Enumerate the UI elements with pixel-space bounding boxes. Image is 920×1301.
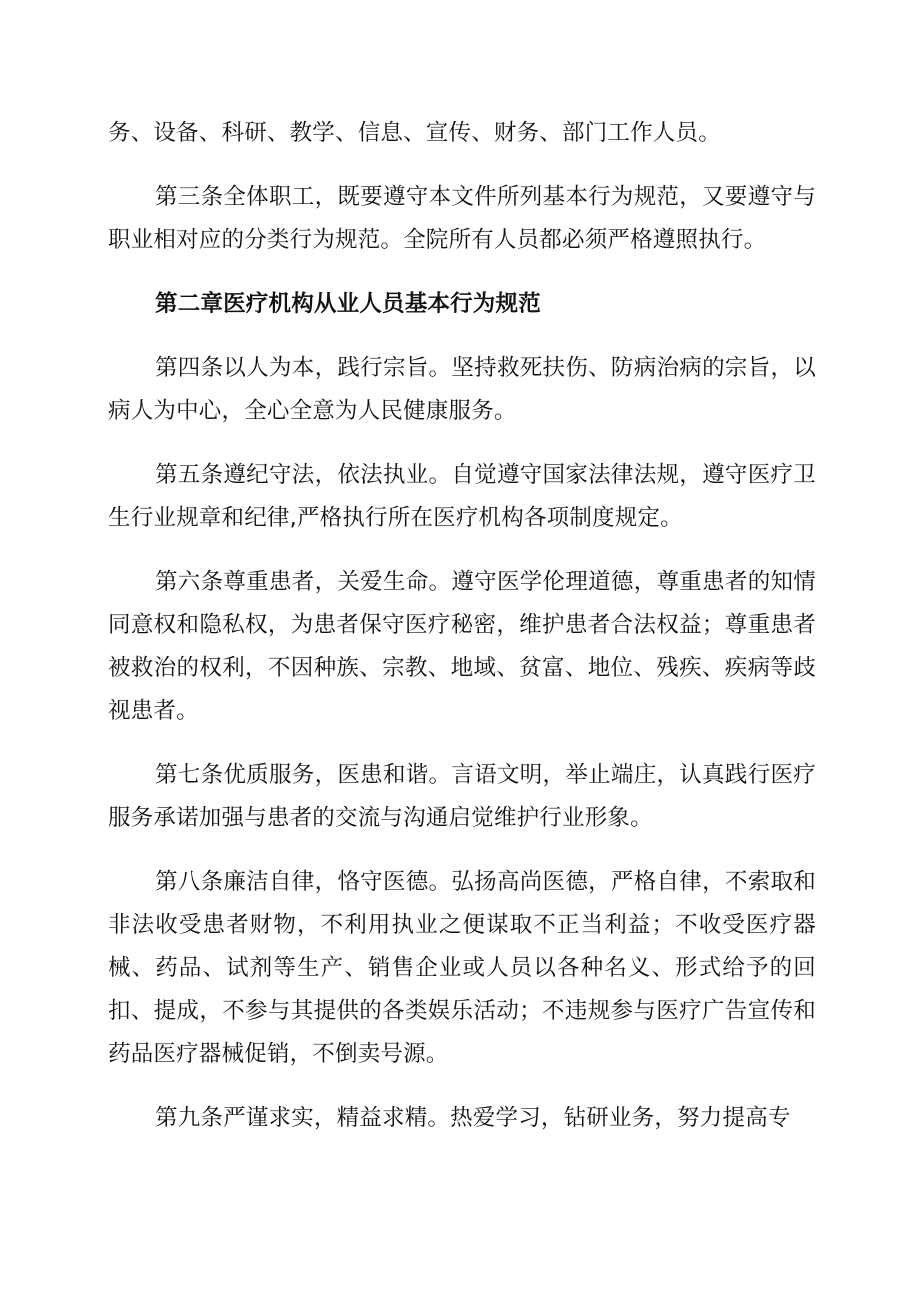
article-6: 第六条尊重患者，关爱生命。遵守医学伦理道德，尊重患者的知情同意权和隐私权，为患者保守医疗秘密，维护患者合法权益；尊重患者被救治的权利，不因种族、宗教、地域、贫富、地位、残疾、疾病等歧视患者。 — [108, 569, 816, 724]
article-9: 第九条严谨求实，精益求精。热爱学习，钻研业务，努力提高专 — [155, 1105, 791, 1131]
article-5: 第五条遵纪守法，依法执业。自觉遵守国家法律法规，遵守医疗卫生行业规章和纪律,严格执行所在医疗机构各项制度规定。 — [108, 462, 816, 531]
article-8: 第八条廉洁自律，恪守医德。弘扬高尚医德，严格自律，不索取和非法收受患者财物，不利用执业之便谋取不正当利益；不收受医疗器械、药品、试剂等生产、销售企业或人员以各种名义、形式给予的回扣、提成，不参与其提供的各类娱乐活动；不违规参与医疗广告宣传和药品医疗器械促销，不倒卖号源。 — [108, 869, 816, 1067]
document-page — [108, 112, 816, 1161]
paragraph-continuation: 务、设备、科研、教学、信息、宣传、财务、部门工作人员。 — [108, 120, 721, 146]
article-7: 第七条优质服务，医患和谐。言语文明，举止端庄，认真践行医疗服务承诺加强与患者的交流与沟通启觉维护行业形象。 — [108, 762, 816, 831]
article-3: 第三条全体职工，既要遵守本文件所列基本行为规范，又要遵守与职业相对应的分类行为规范。全院所有人员都必须严格遵照执行。 — [108, 184, 816, 253]
chapter-2-heading: 第二章医疗机构从业人员基本行为规范 — [155, 291, 541, 317]
article-4: 第四条以人为本，践行宗旨。坚持救死扶伤、防病治病的宗旨，以病人为中心，全心全意为人民健康服务。 — [108, 355, 816, 424]
